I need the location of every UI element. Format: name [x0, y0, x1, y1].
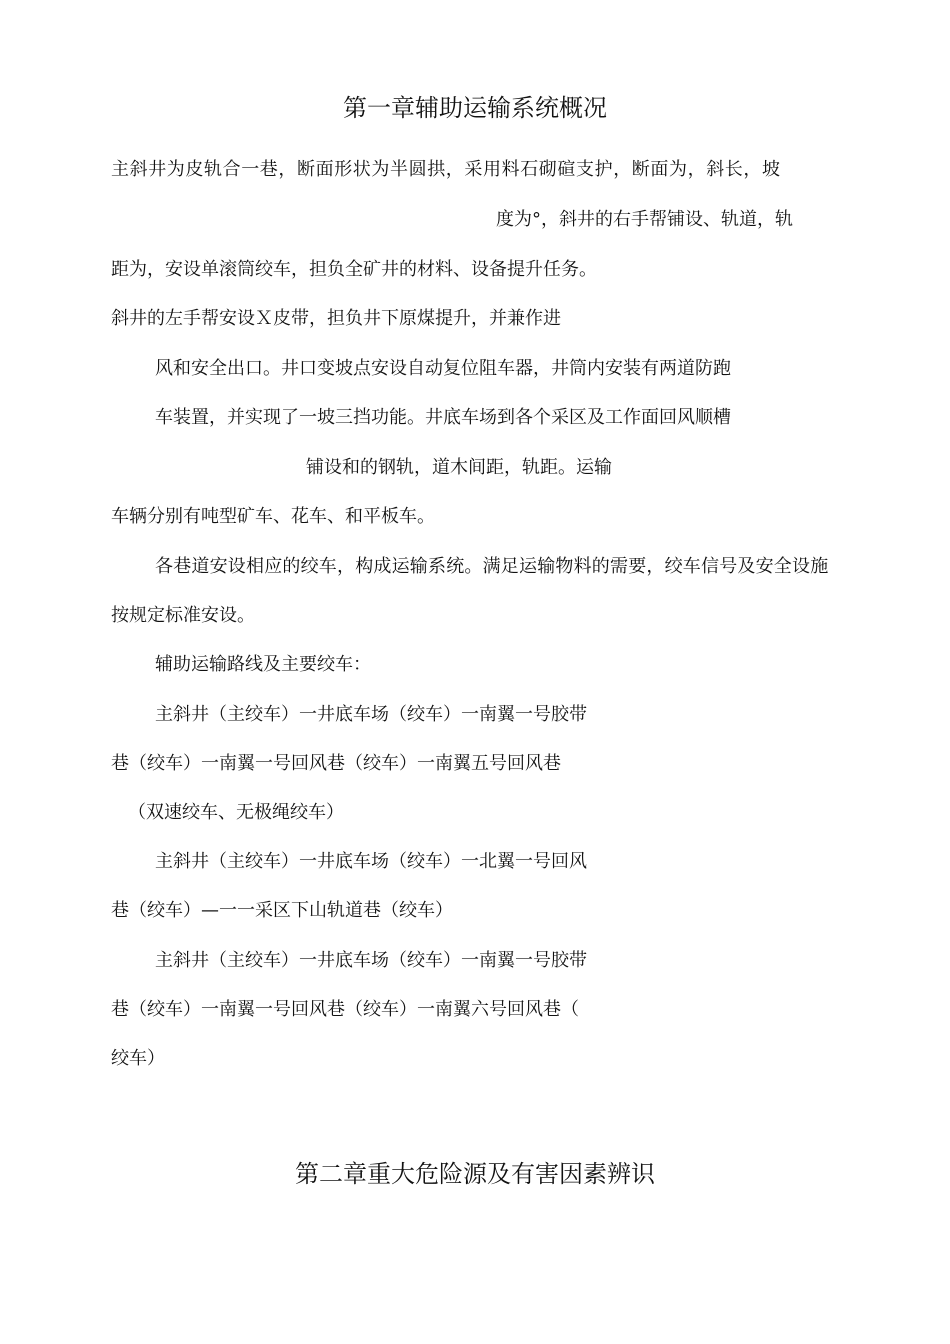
paragraph-line: 风和安全出口。井口变坡点安设自动复位阻车器，井筒内安装有两道防跑 — [155, 358, 731, 379]
paragraph-line: （双速绞车、无极绳绞车） — [128, 802, 344, 823]
paragraph-line: 铺设和的钢轨，道木间距，轨距。运输 — [306, 457, 612, 478]
paragraph-line: 主斜井（主绞车）一井底车场（绞车）一北翼一号回风 — [155, 851, 587, 872]
paragraph-line: 辅助运输路线及主要绞车： — [155, 654, 371, 675]
paragraph-line: 巷（绞车）一南翼一号回风巷（绞车）一南翼六号回风巷（ — [111, 999, 579, 1020]
paragraph-line: 巷（绞车）—一一采区下山轨道巷（绞车） — [111, 900, 453, 921]
paragraph-line: 主斜井（主绞车）一井底车场（绞车）一南翼一号胶带 — [155, 704, 587, 725]
paragraph-line: 主斜井（主绞车）一井底车场（绞车）一南翼一号胶带 — [155, 950, 587, 971]
paragraph-line: 各巷道安设相应的绞车，构成运输系统。满足运输物料的需要，绞车信号及安全设施 — [155, 556, 829, 577]
paragraph-line: 主斜井为皮轨合一巷，断面形状为半圆拱，采用料石砌碹支护，断面为，斜长，坡 — [111, 159, 781, 180]
paragraph-line: 车辆分别有吨型矿车、花车、和平板车。 — [111, 506, 435, 527]
chapter-1-title: 第一章辅助运输系统概况 — [343, 94, 607, 122]
paragraph-line: 斜井的左手帮安设Ｘ皮带，担负井下原煤提升，并兼作进 — [111, 308, 561, 329]
paragraph-line: 巷（绞车）一南翼一号回风巷（绞车）一南翼五号回风巷 — [111, 753, 561, 774]
chapter-2-title: 第二章重大危险源及有害因素辨识 — [295, 1160, 655, 1188]
paragraph-line: 按规定标准安设。 — [111, 605, 255, 626]
paragraph-line: 绞车） — [111, 1048, 165, 1069]
paragraph-line: 距为，安设单滚筒绞车，担负全矿井的材料、设备提升任务。 — [111, 259, 597, 280]
paragraph-line: 度为°，斜井的右手帮铺设、轨道，轨 — [496, 209, 793, 230]
paragraph-line: 车装置，并实现了一坡三挡功能。井底车场到各个采区及工作面回风顺槽 — [155, 407, 731, 428]
